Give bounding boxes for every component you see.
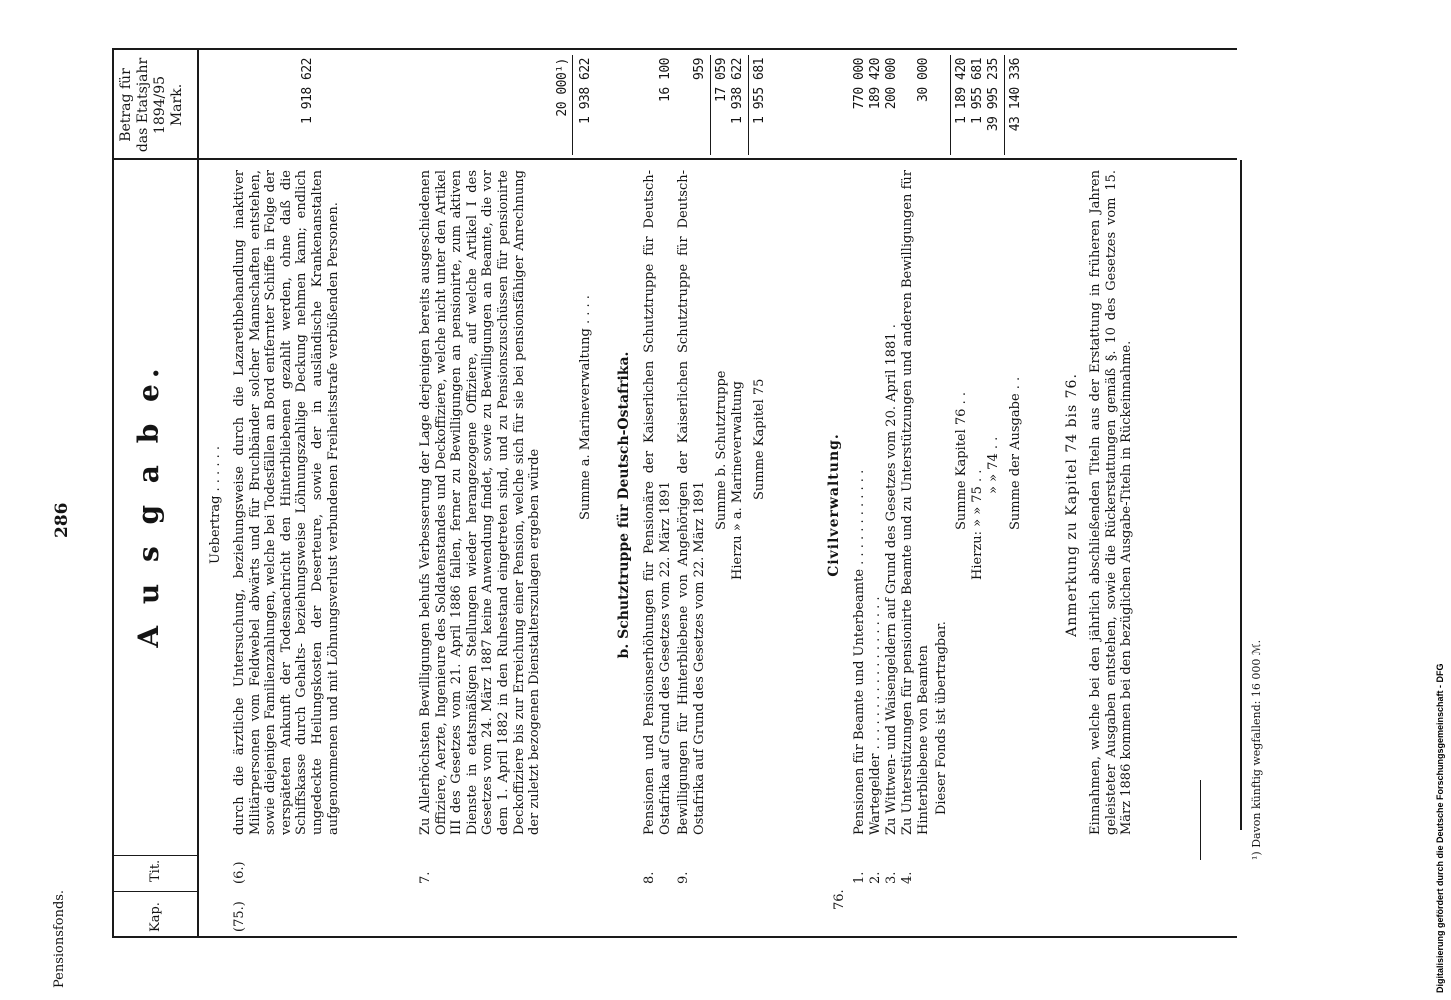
item6-kap: (75.) <box>232 901 247 932</box>
footnote: ¹) Davon künftig wegfallend: 16 000 ℳ. <box>1250 639 1263 860</box>
summe-k75-label: Summe Kapitel 75 <box>752 378 767 500</box>
header-betrag-line2: das Etatsjahr <box>135 57 151 153</box>
c2-amount: 189 420 <box>868 58 883 110</box>
header-tit: Tit. <box>148 859 163 882</box>
c3-text: Zu Wittwen- und Waisengeldern auf Grund des Gesetzes vom 20. April 1881 . <box>884 324 899 835</box>
hierzu-k74-label: » » 74 . . <box>986 436 1001 494</box>
c3-tit: 3. <box>884 871 899 884</box>
c4-amount: 30 000 <box>916 58 931 102</box>
sub-b-title: b. Schutztruppe für Deutsch-Ostafrika. <box>616 351 632 659</box>
hierzu-a-amount: 1 938 622 <box>730 58 745 124</box>
anmerkung-title: Anmerkung zu Kapitel 74 bis 76. <box>1064 373 1080 637</box>
summe-ausgabe-label: Summe der Ausgabe . . <box>1008 376 1023 530</box>
civil-title: Civilverwaltung. <box>826 433 842 577</box>
summe-ausgabe-amount: 43 140 336 <box>1008 58 1023 132</box>
header-betrag <box>118 52 186 158</box>
kap76: 76. <box>832 889 847 910</box>
item8-amount: 16 100 <box>658 58 673 102</box>
header-sep-1 <box>112 891 197 892</box>
item9-sum-rule <box>710 55 711 155</box>
page-number: 286 <box>52 502 72 538</box>
section-title: A u s g a b e. <box>132 362 165 648</box>
uebertrag-label: Uebertrag . . . . . . <box>208 446 223 564</box>
summe-k75-amount: 1 955 681 <box>752 58 767 124</box>
item9-tit: 9. <box>676 871 691 884</box>
hierzu-k75-label: Hierzu: » » 75 . . <box>970 469 985 580</box>
c4-text: Zu Unterstützungen für pensionirte Beamte und zu Unterstützungen und anderen Bewilligungen für Hinterbliebene von Beamten <box>900 170 931 835</box>
header-betrag-line4: Mark. <box>169 83 185 127</box>
hierzu-k75-amount: 1 955 681 <box>970 58 985 124</box>
hierzu-k74-amount: 39 995 235 <box>986 58 1001 132</box>
c4-note: Dieser Fonds ist übertragbar. <box>934 621 949 815</box>
item8-tit: 8. <box>642 871 657 884</box>
ausgabe-sum-rule <box>1004 55 1005 155</box>
summe-b-label: Summe b. Schutztruppe <box>714 370 729 530</box>
c1-tit: 1. <box>852 871 867 884</box>
header-sep-2 <box>112 855 197 856</box>
amount-column-right-rule <box>112 49 1237 51</box>
c1-amount: 770 000 <box>852 58 867 110</box>
item9-text: Bewilligungen für Hinterbliebene von Angehörigen der Kaiserlichen Schutztruppe für Deutsch-Ostafrika auf Grund des Gesetzes vom 22. März 1891 <box>676 170 707 835</box>
c3-amount: 200 000 <box>884 58 899 110</box>
k75-sum-rule <box>748 55 749 155</box>
summe-b-amount: 17 059 <box>714 58 729 102</box>
table-left-rule <box>112 937 1237 939</box>
item6-text: durch die ärztliche Untersuchung, beziehungsweise durch die Lazarethbehandlung inaktiver Militärpersonen vom Feldwebel abwärts und für Bruchbänder solcher Mannschaften entstehen, sowie diejenigen Familienzahlungen, welche bei Todesfällen an Bord entfernter Schiffe in Folge der verspäteten Ankunft der Todesnachricht den Hinterbliebenen gezahlt werden, ohne daß die Schiffskasse durch Gehalts- beziehungsweise Löhnungszahlige Deckung nehmen kann; endlich ungedeckte Heilungskosten der Deserteure, sowie der in ausländische Krankenanstalten aufgenommenen und mit Löhnungsverlust verbundenen Freiheitsstrafe verbüßenden Personen. <box>232 170 341 835</box>
item7-text: Zu Allerhöchsten Bewilligungen behufs Verbesserung der Lage derjenigen bereits ausgeschiedenen Offiziere, Aerzte, Ingenieure des Soldatenstandes und Deckoffiziere, welche nicht unter den Artikel III des Gesetzes vom 21. April 1886 fallen, ferner zu Bewilligungen an pensionirte, zum aktiven Dienste in etatsmäßigen Stellungen wieder herangezogene Offiziere, auf welche Artikel I des Gesetzes vom 24. März 1887 keine Anwendung findet, sowie zu Bewilligungen an Beamte, die vor dem 1. April 1882 in den Ruhestand eingetreten sind, und zu Pensionszuschüssen für pensionirte Deckoffiziere bis zur Erreichung einer Pension, welche sich für sie bei pensionsfähiger Anrechnung der zuletzt bezogenen Dienstalterszulagen ergeben würde <box>418 170 543 835</box>
summe-a-label: Summe a. Marineverwaltung . . . . <box>578 295 593 520</box>
header-kap: Kap. <box>148 902 163 932</box>
summe-k76-amount: 1 189 420 <box>954 58 969 124</box>
footnote-rule <box>1200 780 1201 860</box>
header-betrag-line3: 1894/95 <box>152 75 168 135</box>
c4-sum-rule <box>950 55 951 155</box>
c2-tit: 2. <box>868 871 883 884</box>
item8-text: Pensionen und Pensionserhöhungen für Pensionäre der Kaiserlichen Schutztruppe für Deutsch-Ostafrika auf Grund des Gesetzes vom 22. März 1891 <box>642 170 673 835</box>
item7-amount: 20 000¹) <box>555 58 570 117</box>
item7-tit: 7. <box>418 871 433 884</box>
c1-text: Pensionen für Beamte und Unterbeamte . . . . . . . . . . . . <box>852 469 867 835</box>
header-rule <box>197 50 199 938</box>
item6-tit: (6.) <box>232 861 247 884</box>
header-betrag-line1: Betrag für <box>118 68 134 142</box>
item9-amount: 959 <box>692 58 707 80</box>
hierzu-a-label: Hierzu » a. Marineverwaltung <box>730 381 745 580</box>
item7-sum-rule <box>572 55 573 155</box>
anmerkung-text: Einnahmen, welche bei den jährlich abschließenden Titeln aus der Erstattung in früheren Jahren geleisteter Ausgaben entstehen, sowie die Rückerstattungen gemäß §. 10 des Gesetzes vom 15. März 1886 kommen bei den bezüglichen Ausgabe-Titeln in Rückeinnahme. <box>1088 170 1135 835</box>
summe-a-amount: 1 938 622 <box>578 58 593 124</box>
running-title: Pensionsfonds. <box>52 889 67 988</box>
uebertrag-amount: 1 918 622 <box>300 58 315 124</box>
c2-text: Wartegelder . . . . . . . . . . . . . . . . . . . <box>868 596 883 835</box>
c4-tit: 4. <box>900 871 915 884</box>
summe-k76-label: Summe Kapitel 76 . . <box>954 392 969 530</box>
table-top-rule <box>112 50 114 938</box>
dfg-side-note: Digitalisierung gefördert durch die Deutsche Forschungsgemeinschaft - DFG <box>1435 663 1445 993</box>
bottom-rule <box>1240 160 1242 830</box>
